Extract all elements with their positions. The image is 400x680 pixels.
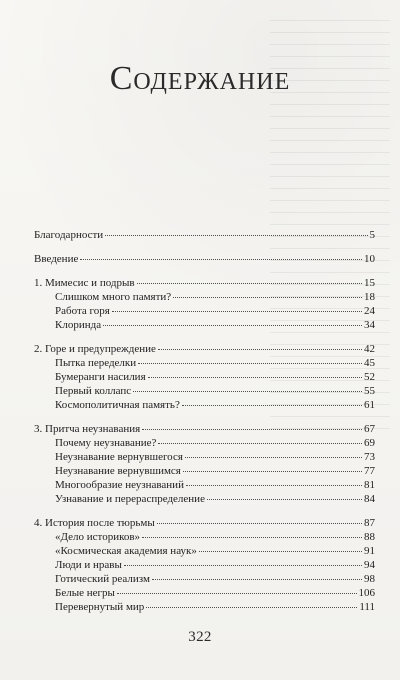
toc-entry-title: «Космическая академия наук»	[55, 545, 197, 557]
toc-entry-title: Космополитичная память?	[55, 399, 180, 411]
toc-entry	[34, 342, 375, 356]
toc-leader-dots	[152, 579, 362, 580]
toc-entry	[34, 252, 375, 266]
toc-subentry	[34, 530, 375, 544]
toc-leader-dots	[157, 523, 362, 524]
toc-subentry	[34, 370, 375, 384]
toc-entry-title: Узнавание и перераспределение	[55, 493, 205, 505]
toc-leader-dots	[80, 259, 362, 260]
toc-subentry	[34, 600, 375, 614]
toc-subentry	[34, 558, 375, 572]
toc-subentry	[34, 384, 375, 398]
toc-leader-dots	[207, 499, 362, 500]
toc-entry-page: 34	[364, 319, 375, 331]
toc-entry-page: 10	[364, 253, 375, 265]
toc-entry-page: 73	[364, 451, 375, 463]
toc-entry	[34, 276, 375, 290]
toc-entry-title: Почему неузнавание?	[55, 437, 157, 449]
toc-entry-title: 1. Мимесис и подрыв	[34, 277, 135, 289]
toc-subentry	[34, 356, 375, 370]
toc-entry-title: 2. Горе и предупреждение	[34, 343, 156, 355]
toc-leader-dots	[183, 471, 362, 472]
toc-leader-dots	[124, 565, 362, 566]
toc-leader-dots	[138, 363, 362, 364]
toc-entry-title: Готический реализм	[55, 573, 150, 585]
toc-spacer	[34, 506, 375, 516]
toc-leader-dots	[185, 457, 362, 458]
toc-entry-page: 98	[364, 573, 375, 585]
toc-entry-page: 67	[364, 423, 375, 435]
toc-subentry	[34, 478, 375, 492]
toc-entry-page: 106	[358, 587, 375, 599]
toc-entry-title: Люди и нравы	[55, 559, 122, 571]
toc-leader-dots	[146, 607, 357, 608]
toc-leader-dots	[148, 377, 362, 378]
toc-entry-title: Неузнавание вернувшимся	[55, 465, 181, 477]
toc-entry-page: 91	[364, 545, 375, 557]
toc-entry-page: 94	[364, 559, 375, 571]
toc-entry-page: 81	[364, 479, 375, 491]
toc-entry	[34, 516, 375, 530]
toc-entry-page: 87	[364, 517, 375, 529]
toc-entry-title: 4. История после тюрьмы	[34, 517, 155, 529]
toc-spacer	[34, 332, 375, 342]
table-of-contents	[34, 228, 375, 614]
toc-entry-title: Пытка переделки	[55, 357, 137, 369]
toc-entry-page: 77	[364, 465, 375, 477]
toc-subentry	[34, 544, 375, 558]
toc-leader-dots	[103, 325, 362, 326]
page-title: Содержание	[109, 60, 291, 97]
toc-entry-title: Неузнавание вернувшегося	[55, 451, 183, 463]
toc-spacer	[34, 412, 375, 422]
toc-entry-title: 3. Притча неузнавания	[34, 423, 141, 435]
toc-subentry	[34, 318, 375, 332]
toc-entry-page: 88	[364, 531, 375, 543]
toc-leader-dots	[142, 537, 362, 538]
toc-entry-page: 84	[364, 493, 375, 505]
toc-leader-dots	[133, 391, 362, 392]
toc-entry-title: Работа горя	[55, 305, 110, 317]
toc-entry-page: 5	[369, 229, 375, 241]
toc-entry-page: 69	[364, 437, 375, 449]
toc-entry-page: 15	[364, 277, 375, 289]
toc-leader-dots	[105, 235, 367, 236]
toc-leader-dots	[182, 405, 362, 406]
toc-subentry	[34, 290, 375, 304]
toc-leader-dots	[117, 593, 357, 594]
toc-leader-dots	[137, 283, 362, 284]
toc-entry-page: 55	[364, 385, 375, 397]
toc-entry-page: 61	[364, 399, 375, 411]
toc-subentry	[34, 450, 375, 464]
toc-leader-dots	[158, 443, 362, 444]
toc-leader-dots	[112, 311, 362, 312]
toc-leader-dots	[158, 349, 362, 350]
toc-entry-title: Слишком много памяти?	[55, 291, 172, 303]
toc-subentry	[34, 464, 375, 478]
toc-entry	[34, 228, 375, 242]
toc-entry-page: 45	[364, 357, 375, 369]
toc-subentry	[34, 492, 375, 506]
toc-entry-page: 52	[364, 371, 375, 383]
toc-entry-page: 18	[364, 291, 375, 303]
toc-leader-dots	[186, 485, 362, 486]
toc-entry-title: Многообразие неузнаваний	[55, 479, 184, 491]
toc-entry-title: Благодарности	[34, 229, 104, 241]
toc-subentry	[34, 398, 375, 412]
toc-entry-title: «Дело историков»	[55, 531, 141, 543]
toc-spacer	[34, 266, 375, 276]
toc-leader-dots	[199, 551, 362, 552]
toc-entry-title: Клоринда	[55, 319, 102, 331]
toc-subentry	[34, 436, 375, 450]
toc-leader-dots	[142, 429, 362, 430]
toc-entry-page: 42	[364, 343, 375, 355]
toc-subentry	[34, 586, 375, 600]
toc-subentry	[34, 304, 375, 318]
toc-entry-title: Перевернутый мир	[55, 601, 145, 613]
toc-entry-title: Введение	[34, 253, 79, 265]
toc-entry	[34, 422, 375, 436]
toc-entry-page: 111	[359, 601, 375, 613]
toc-entry-title: Бумеранги насилия	[55, 371, 146, 383]
toc-entry-title: Белые негры	[55, 587, 115, 599]
toc-spacer	[34, 242, 375, 252]
toc-subentry	[34, 572, 375, 586]
toc-leader-dots	[173, 297, 362, 298]
page-number: 322	[188, 629, 212, 645]
toc-entry-page: 24	[364, 305, 375, 317]
toc-entry-title: Первый коллапс	[55, 385, 132, 397]
